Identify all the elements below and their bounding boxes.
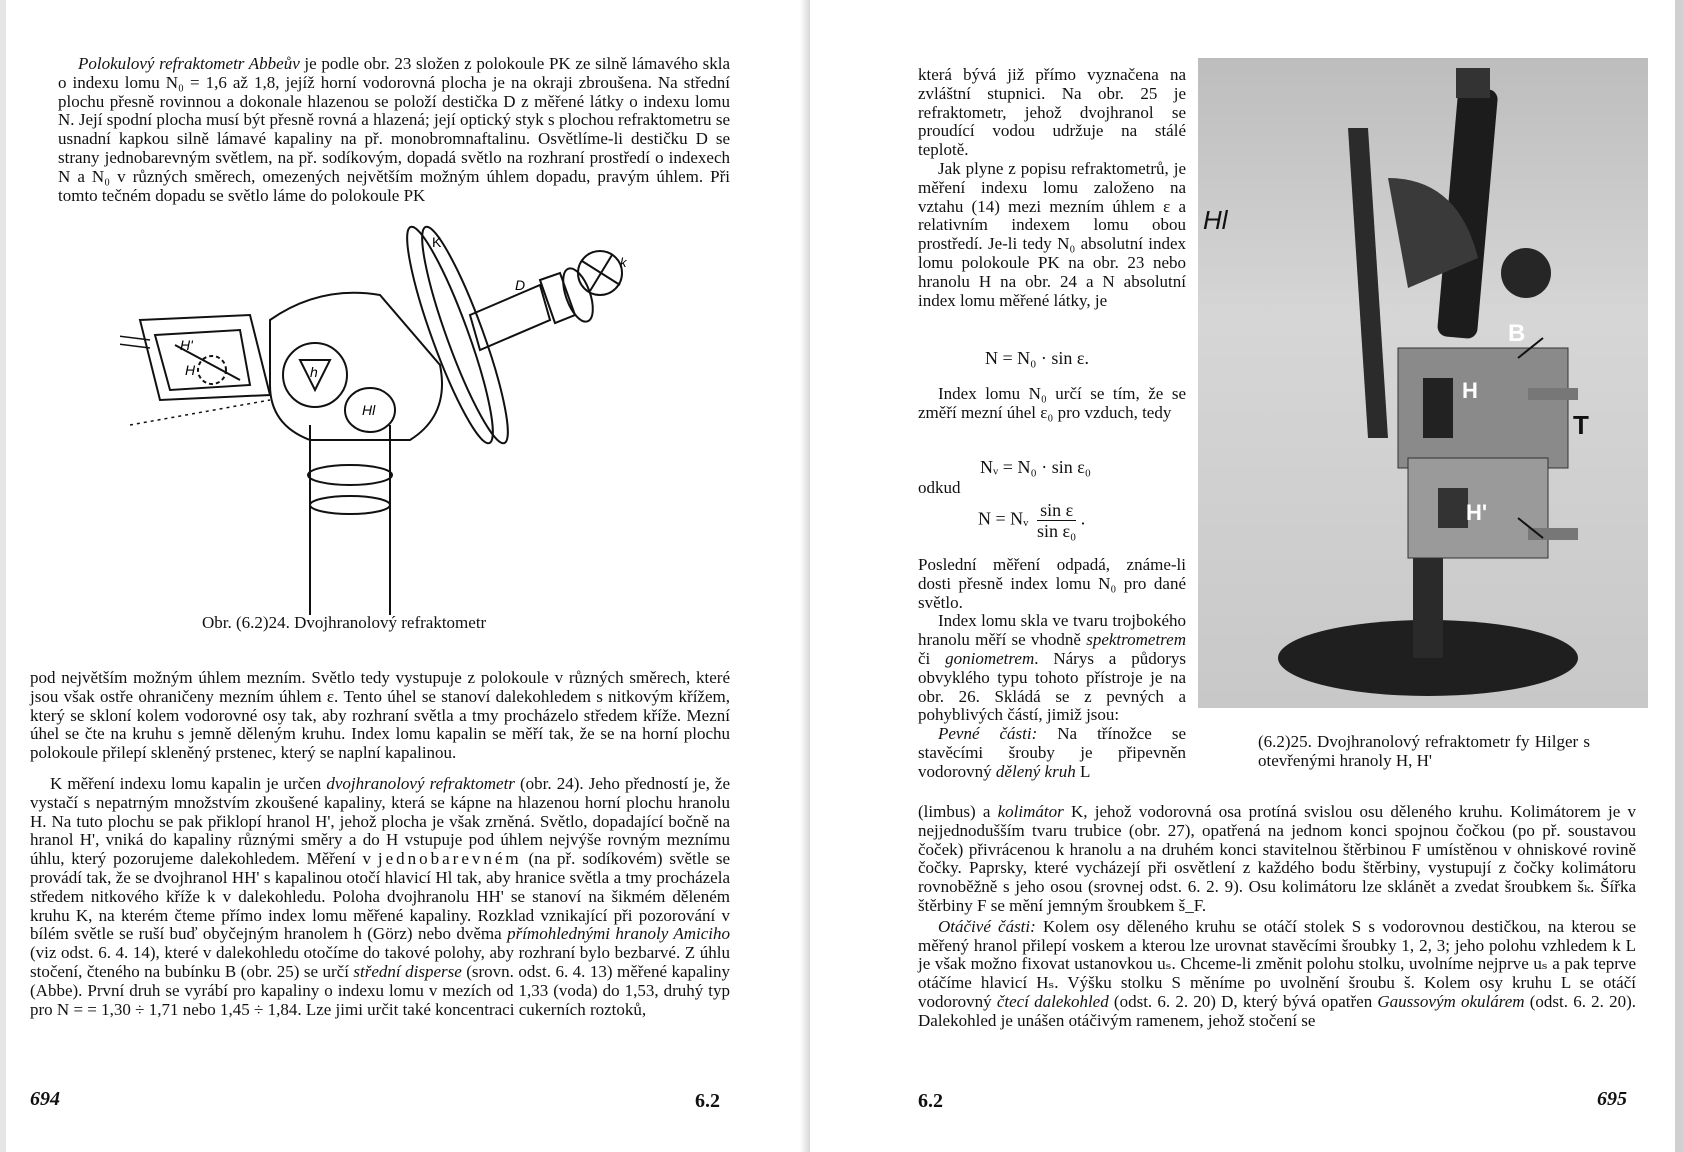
text-run: K měření indexu lomu kapalin je určen xyxy=(50,774,327,793)
figure-24-drawing xyxy=(120,225,720,615)
term-collimator: kolimátor xyxy=(997,802,1064,821)
page-number-right: 695 xyxy=(1597,1088,1627,1110)
term-abbe: Polokulový refraktometr Abbeův xyxy=(78,54,300,73)
label-h-photo: H xyxy=(1462,378,1478,403)
right-page xyxy=(810,0,1683,1152)
paragraph-collimator xyxy=(918,803,1636,1031)
fraction xyxy=(1037,500,1076,541)
text-run: či xyxy=(918,648,946,668)
text-run: Na třínožce se stavěcími šrouby je připevněn vodorovný xyxy=(918,724,1186,781)
text-run: (obr. 24). Jeho předností je, že vystačí s nepatrným množstvím zkoušené kapaliny, která se kápne na hlazenou horní plochu hranolu H. Na tuto plochu se pak přiklopí hranol H', jehož plocha je však zrněná. Světlo, dopadající bočně na hranol H', vniká do kapaliny různými směry a do H vstupuje pod úhlem nejvýše rovným meznímu úhlu, který pozorujeme dalekohledem. Měření v xyxy=(30,774,731,869)
column-text-lower xyxy=(918,556,1186,782)
paragraph-double-prism xyxy=(30,775,730,1019)
page-edge xyxy=(1675,0,1683,1152)
label-t-photo: T xyxy=(1573,410,1589,440)
paragraph-limit-angle xyxy=(30,669,730,763)
fraction-denominator: sin ε₀ xyxy=(1036,521,1077,541)
section-number-left: 6.2 xyxy=(695,1090,720,1112)
term-gauss-eyepiece: Gaussovým okulárem xyxy=(1377,991,1525,1011)
label-b-photo: B xyxy=(1508,320,1526,347)
label-d: D xyxy=(515,277,526,293)
label-h-small: h xyxy=(310,364,318,380)
term-spectrometer: spektrometrem xyxy=(1086,630,1186,650)
paragraph-text: pod největším možným úhlem mezním. Světlo tedy vystupuje z polokoule v různých směrech, které jsou však ostře ohraničeny mezním úhlem ε. Tento úhel se stanoví dalekohledem s nitkovým křížem, který se skloní kolem vodorovné osy tak, aby rozhraní světla a tmy procházelo středem kříže. Mezní úhel se čte na kruhu s jemně děleným kruhu. Index lomu kapalin se měří tak, že se na horní plochu polokoule přilepí skleněný prstenec, který se naplní kapalinou. xyxy=(30,668,730,763)
term-monochromatic: jednobarevném xyxy=(377,849,522,869)
label-k-small: k xyxy=(620,255,627,270)
text-run: (na př. sodíkovém) světle se provádí tak, že se dvojhranol HH' s kapalinou otočí hlavicí Hl tak, aby hranice světla a tmy procházela středem nitkového kříže k v dalekohledu. Poloha dvojhranolu HH' se stanoví na šikmém děleném kruhu K, na kterém čteme přímo index lomu měřené kapaliny. Rozklad vznikající při pozorování v bílém světle se ruší buď obyčejným hranolem h (Görz) nebo dvěma xyxy=(30,849,731,944)
label-h: H xyxy=(185,362,196,378)
text-run: Kolem osy děleného kruhu se otáčí stolek S s vodorovnou destičkou, na kterou se měřený hranol přilepí voskem a kterou lze urovnat stavěcími šroubky 1, 2, 3; jeho polohu vzhledem k L je však možno fixovat ustanovkou uₛ. Chceme-li změnit polohu stolku, uvolníme nejprve uₛ a pak teprve otáčíme hlavicí Hₛ. Výšku stolku S měníme po uvolnění šroubu š. Kolem osy kruhu L se otáčí vodorovný xyxy=(918,916,1636,1011)
text-run: (odst. 6. 2. 20) D, který bývá opatřen xyxy=(1108,991,1378,1011)
term-amici-prisms: přímohlednými hranoly Amiciho xyxy=(507,924,730,944)
paragraph-text: je podle obr. 23 složen z polokoule PK ze silně lámavého skla o indexu lomu N₀ = 1,6 až 1,8, jejíž horní vodorovná plocha je na okraji zbroušena. Na střední plochu přesně rovinnou a dokonale hlazenou se položí destička D z měřené látky o indexu lomu N. Její spodní plocha musí být přesně rovná a hlazená; její optický styk s plochou refraktometru se usnadní kapkou silně lámavé kapaliny na př. monobromnaftalinu. Osvětlíme-li destičku D se strany jednobarevným světlem, na př. sodíkovým, dopadá světlo na rozhraní prostředí o indexech N a N₀ v různých směrech, omezených největším možným úhlem dopadu, pravým úhlem. Při tomto tečném dopadu se světlo láme do polokoule PK xyxy=(58,54,730,205)
label-h-prime-photo: H' xyxy=(1466,500,1488,525)
paragraph-text: která bývá již přímo vyznačena na zvláštní stupnici. Na obr. 25 je refraktometr, jehož dvojhranol se proudící vodou udržuje na stálé teplotě. xyxy=(918,65,1186,160)
paragraph-abbe-refractometer xyxy=(58,55,730,205)
equation-2: Nᵥ = N₀ · sin ε₀ xyxy=(980,457,1092,477)
term-divided-circle: dělený kruh xyxy=(995,761,1076,781)
fraction-numerator: sin ε xyxy=(1037,500,1076,521)
page-edge xyxy=(0,0,6,1152)
figure-25-caption: (6.2)25. Dvojhranolový refraktometr fy Hilger s otevřenými hranoly H, H' xyxy=(1258,732,1590,770)
label-k-circle: K xyxy=(432,234,442,250)
term-rotating-parts: Otáčivé části: xyxy=(938,916,1036,936)
text-run: (srovn. odst. 6. 4. 13) měřené kapaliny (Abbe). První druh se vyrábí pro kapaliny o indexu lomu v mezích od 1,33 (voda) do 1,53, druhý typ pro N = = 1,30 ÷ 1,71 nebo 1,45 ÷ 1,84. Lze jimi určit také koncentraci cukerních roztoků, xyxy=(30,961,731,1019)
label-h-prime: H' xyxy=(180,337,193,353)
figure-24-caption: Obr. (6.2)24. Dvojhranolový refraktometr xyxy=(202,613,487,632)
term-double-prism-refractometer: dvojhranolový refraktometr xyxy=(326,774,515,793)
text-run: K, jehož vodorovná osa protíná svislou osu děleného kruhu. Kolimátorem je v nejjednodušším tvaru trubice (obr. 27), opatřená na jednom konci spojnou čočkou (po př. soustavou čoček) přivrácenou k hranolu a na druhém konci stavitelnou štěrbinou F umístěnou v ohniskové rovině čočky. Paprsky, které vycházejí při osvětlení z každého bodu štěrbiny, vystupují z čočky kolimátoru rovnoběžně s jeho osou (srovnej odst. 6. 2. 9). Osu kolimátoru lze sklánět a zvedat šroubkem šₖ. Šířka štěrbiny F se mění jemným šroubkem š_F. xyxy=(918,802,1636,915)
figure-25-photo xyxy=(1198,58,1648,708)
label-hl-photo: Hl xyxy=(1203,205,1228,235)
paragraph-text: Poslední měření odpadá, známe-li dosti přesně index lomu N₀ pro dané světlo. xyxy=(918,555,1186,612)
text-run: Index lomu skla ve tvaru trojbokého hranolu měří se vhodně xyxy=(918,611,1186,650)
term-mean-dispersion: střední disperse xyxy=(353,961,462,981)
text-run: (viz odst. 6. 4. 14), které v dalekohledu otočíme do takové polohy, aby rozhraní bylo bezbarvé. Z úhlu stočení, čteného na bubínku B (obr. 25) se určí xyxy=(30,943,730,981)
equation-3 xyxy=(978,500,1085,541)
paragraph-text: Index lomu N₀ určí se tím, že se změří mezní úhel ε₀ pro vzduch, tedy xyxy=(918,384,1186,422)
text-run: L xyxy=(1075,761,1091,781)
term-fixed-parts: Pevné části: xyxy=(938,724,1038,744)
paragraph-text: Jak plyne z popisu refraktometrů, je měření indexu lomu založeno na vztahu (14) mezi mezním úhlem ε a relativním indexem lomu obou prostředí. Je-li tedy N₀ absolutní index lomu polokoule PK na obr. 23 nebo hranolu H na obr. 24 a N absolutní index lomu měřené látky, je xyxy=(918,158,1186,310)
equation-1: N = N₀ · sin ε. xyxy=(985,348,1089,368)
word-odkud: odkud xyxy=(918,478,961,497)
refractometer-illustration xyxy=(1198,58,1648,708)
page-number-left: 694 xyxy=(30,1088,60,1110)
label-hl: Hl xyxy=(362,402,376,418)
column-text xyxy=(918,66,1186,310)
paragraph-n0 xyxy=(918,385,1186,423)
term-goniometer: goniometrem xyxy=(945,648,1035,668)
section-number-right: 6.2 xyxy=(918,1090,943,1112)
equation-end: . xyxy=(1080,508,1086,529)
text-run: (odst. 6. 2. 20). Dalekohled je unášen otáčivým ramenem, jehož stočení se xyxy=(918,991,1636,1030)
text-run: (limbus) a xyxy=(918,802,998,821)
left-page xyxy=(0,0,810,1152)
equation-lhs: N = Nᵥ xyxy=(978,508,1029,529)
term-reading-telescope: čtecí dalekohled xyxy=(996,991,1109,1011)
text-run: . Nárys a půdorys obvyklého typu tohoto přístroje je na obr. 26. Skládá se z pevných a pohyblivých částí, jimiž jsou: xyxy=(918,648,1186,725)
